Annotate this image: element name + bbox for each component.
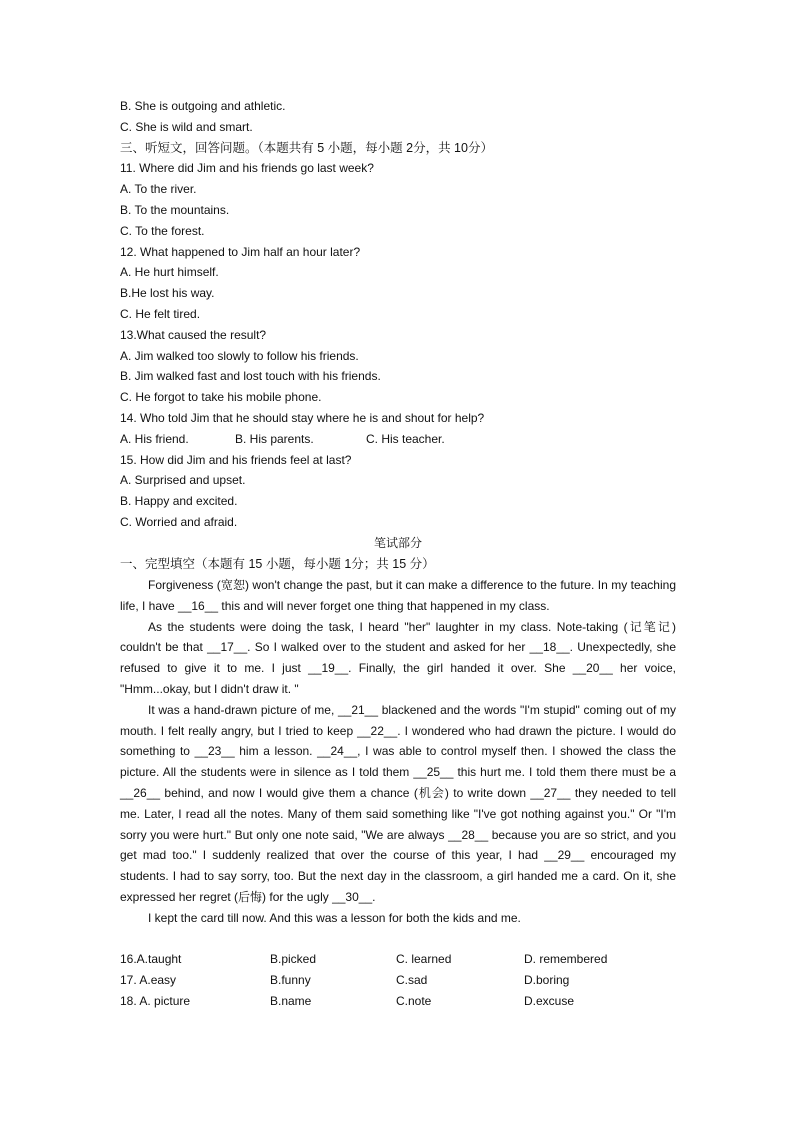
q13-option-a: A. Jim walked too slowly to follow his friends. <box>120 348 359 363</box>
q13-question: 13.What caused the result? <box>120 327 267 342</box>
cloze-passage <box>120 575 676 929</box>
q11-option-a: A. To the river. <box>120 182 197 197</box>
choice-18-d: D.excuse <box>524 993 575 1008</box>
choice-18-b: B.name <box>270 993 312 1008</box>
choice-17-c: C.sad <box>396 972 428 987</box>
passage-paragraph: As the students were doing the task, I heard "her" laughter in my class. Note-taking (记笔记) couldn't be that __17__. So I walked over to the student and asked for her __18__. Unexpectedly, she refused to give it to me. I just __19__. Finally, the girl handed it over. She __20__ her voice, "Hmm...okay, but I didn't draw it. " <box>120 619 676 696</box>
q12-option-a: A. He hurt himself. <box>120 265 219 280</box>
written-part-title: 笔试部分 <box>373 535 422 550</box>
q13-option-c: C. He forgot to take his mobile phone. <box>120 390 322 405</box>
choice-16-a: 16.A.taught <box>120 952 182 966</box>
choice-16-b: B.picked <box>270 952 317 966</box>
choice-18-a: 18. A. picture <box>120 993 191 1008</box>
choice-17-b: B.funny <box>270 972 311 987</box>
choice-16-c: C. learned <box>396 952 452 966</box>
listening-section <box>120 96 676 574</box>
passage-paragraph: I kept the card till now. And this was a lesson for both the kids and me. <box>148 910 521 925</box>
choice-18-c: C.note <box>396 993 432 1008</box>
q11-option-b: B. To the mountains. <box>120 202 230 217</box>
q13-option-b: B. Jim walked fast and lost touch with his friends. <box>120 369 381 384</box>
choice-17-a: 17. A.easy <box>120 972 177 987</box>
section3-heading: 三、听短文，回答问题。（本题共有 5 小题，每小题 2分，共 10分） <box>120 140 493 155</box>
q14-option-c: C. His teacher. <box>366 431 445 446</box>
q12-question: 12. What happened to Jim half an hour later? <box>120 244 361 259</box>
q11-option-c: C. To the forest. <box>120 223 205 238</box>
choice-16-d: D. remembered <box>524 952 608 966</box>
q14-option-a: A. His friend. <box>120 431 189 446</box>
q11-question: 11. Where did Jim and his friends go last week? <box>120 161 374 176</box>
choice-row-17 <box>120 970 676 991</box>
passage-paragraph: Forgiveness (宽恕) won't change the past, but it can make a difference to the future. In my teaching life, I have __16__ this and will never forget one thing that happened in my class. <box>120 578 676 613</box>
q14-question: 14. Who told Jim that he should stay where he is and shout for help? <box>120 410 485 425</box>
q10-option-c: C. She is wild and smart. <box>120 119 253 134</box>
q15-option-b: B. Happy and excited. <box>120 494 238 509</box>
passage-paragraph: It was a hand-drawn picture of me, __21__ blackened and the words "I'm stupid" coming out of my mouth. I felt really angry, but I tried to keep __22__. I wondered who had drawn the picture. I would do something to __23__ him a lesson. __24__, I was able to control myself then. I showed the class the picture. All the students were in silence as I told them __25__ this hurt me. I told them there must be a __26__ behind, and now I would give them a chance (机会) to write down __27__ they needed to tell me. Later, I read all the notes. Many of them said something like "I've got nothing against you." Or "I'm sorry you were hurt." But only one note said, "We are always __28__ because you are so strict, and you get mad too." I suddenly realized that over the course of this year, I had __29__ encouraged my students. I had to say sorry, too. But the next day in the classroom, a girl handed me a card. On it, she expressed her regret (后悔) for the ugly __30__. <box>120 702 676 904</box>
choice-17-d: D.boring <box>524 972 570 987</box>
q10-option-b: B. She is outgoing and athletic. <box>120 99 286 113</box>
cloze-choices <box>120 949 676 1011</box>
q14-options <box>120 429 676 450</box>
q14-option-b: B. His parents. <box>235 431 314 446</box>
q12-option-c: C. He felt tired. <box>120 306 201 321</box>
choice-row-16 <box>120 949 676 970</box>
choice-row-18 <box>120 991 676 1012</box>
q15-option-c: C. Worried and afraid. <box>120 514 238 529</box>
q12-option-b: B.He lost his way. <box>120 286 215 301</box>
cloze-section-heading: 一、完型填空（本题有 15 小题，每小题 1分；共 15 分） <box>120 556 435 571</box>
q15-option-a: A. Surprised and upset. <box>120 473 246 488</box>
q15-question: 15. How did Jim and his friends feel at last? <box>120 452 352 467</box>
